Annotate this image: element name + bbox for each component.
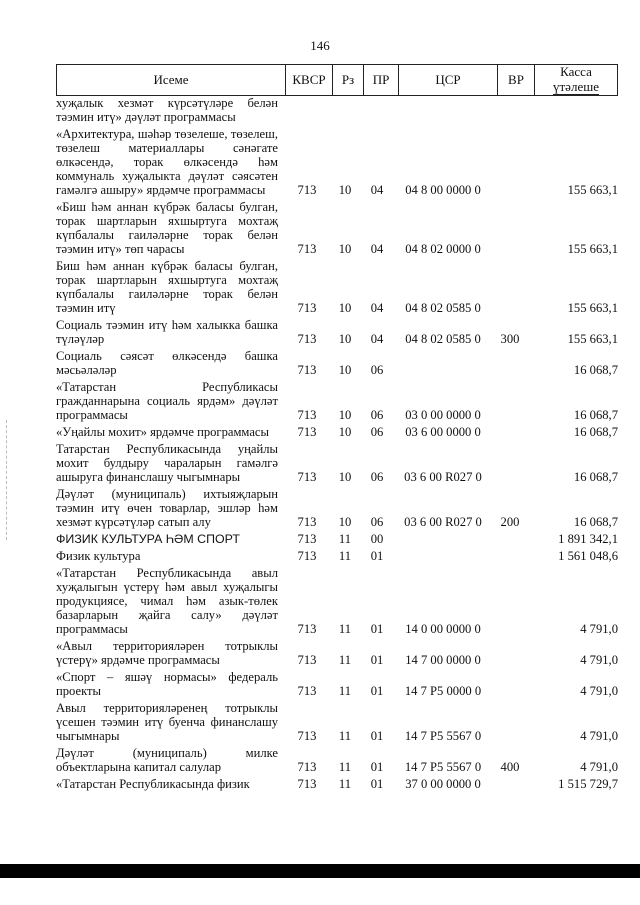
cell-pr: 00 <box>370 532 384 546</box>
cell-csr: 14 7 P5 0000 0 <box>404 684 482 698</box>
cell-csr: 14 7 00 0000 0 <box>405 653 481 667</box>
cell-csr: 37 0 00 0000 0 <box>405 777 481 791</box>
table-row <box>56 425 618 439</box>
table-row <box>56 549 618 563</box>
cell-sum: 4 791,0 <box>580 760 618 774</box>
table-row <box>56 777 618 791</box>
table-row <box>56 318 618 346</box>
cell-name: «Уңайлы мохит» ярдәмче программасы <box>56 425 269 439</box>
cell-pr: 01 <box>370 760 384 774</box>
cell-rz: 10 <box>338 470 352 484</box>
cell-rz: 11 <box>338 532 352 546</box>
header-sum <box>535 65 617 95</box>
cell-kvsr: 713 <box>297 242 317 256</box>
table-row <box>56 442 618 484</box>
cell-kvsr: 713 <box>297 760 317 774</box>
cell-pr: 01 <box>370 729 384 743</box>
cell-pr: 01 <box>370 653 384 667</box>
cell-pr: 04 <box>370 242 384 256</box>
cell-name: Татарстан Республикасында уңайлы мохит булдыру чараларын гамәлгә ашыруга финанслашу чыгымнары <box>56 442 278 484</box>
cell-name: Биш һәм аннан күбрәк баласы булган, торак шартларын яхшыртуга мохтаҗ күпбалалы гаиләләрне торак белән тәэмин итү <box>56 259 278 315</box>
cell-kvsr: 713 <box>297 332 317 346</box>
cell-kvsr: 713 <box>297 777 317 791</box>
cell-pr: 06 <box>370 515 384 529</box>
cell-pr: 06 <box>370 425 384 439</box>
header-vr: ВР <box>498 65 535 95</box>
cell-sum: 155 663,1 <box>567 242 618 256</box>
cell-rz: 11 <box>338 653 352 667</box>
cell-sum: 1 515 729,7 <box>558 777 618 791</box>
cell-csr: 03 6 00 R027 0 <box>404 515 482 529</box>
table-row <box>56 200 618 256</box>
header-csr: ЦСР <box>399 65 498 95</box>
cell-sum: 16 068,7 <box>573 425 618 439</box>
cell-pr: 06 <box>370 363 384 377</box>
header-kvsr: КВСР <box>286 65 333 95</box>
cell-name: Социаль тәэмин итү һәм халыкка башка түләүләр <box>56 318 278 346</box>
cell-rz: 11 <box>338 760 352 774</box>
header-name: Исеме <box>57 65 286 95</box>
table-row <box>56 746 618 774</box>
cell-rz: 10 <box>338 363 352 377</box>
cell-name: хуҗалык хезмәт күрсәтүләре белән тәэмин итү» дәүләт программасы <box>56 96 278 124</box>
cell-pr: 06 <box>370 408 384 422</box>
table-row <box>56 96 618 124</box>
cell-rz: 10 <box>338 425 352 439</box>
cell-pr: 04 <box>370 183 384 197</box>
cell-kvsr: 713 <box>297 684 317 698</box>
cell-csr: 03 6 00 0000 0 <box>405 425 481 439</box>
cell-kvsr: 713 <box>297 408 317 422</box>
cell-sum: 16 068,7 <box>573 515 618 529</box>
scan-bottom-bar <box>0 864 640 878</box>
cell-kvsr: 713 <box>297 470 317 484</box>
table-header <box>56 64 618 96</box>
cell-rz: 10 <box>338 301 352 315</box>
table-row <box>56 380 618 422</box>
cell-name: «Биш һәм аннан күбрәк баласы булган, торак шартларын яхшыртуга мохтаҗ күпбалалы гаиләләрне торак белән тәэмин итү» төп чарасы <box>56 200 278 256</box>
cell-rz: 11 <box>338 777 352 791</box>
table-body <box>56 96 618 794</box>
cell-rz: 10 <box>338 183 352 197</box>
cell-kvsr: 713 <box>297 363 317 377</box>
cell-kvsr: 713 <box>297 549 317 563</box>
table-row <box>56 639 618 667</box>
cell-csr: 03 0 00 0000 0 <box>405 408 481 422</box>
cell-pr: 01 <box>370 777 384 791</box>
cell-sum: 155 663,1 <box>567 301 618 315</box>
cell-kvsr: 713 <box>297 183 317 197</box>
cell-kvsr: 713 <box>297 622 317 636</box>
table-row <box>56 532 618 546</box>
cell-name: «Архитектура, шәһәр төзелеше, төзелеш, төзелеш материаллары сәнәгате өлкәсендә, торак өлкәсендә һәм коммуналь хуҗалыкта дәүләт сәясәтен гамәлгә ашыру» ярдәмче программасы <box>56 127 278 197</box>
cell-csr: 04 8 00 0000 0 <box>405 183 481 197</box>
cell-rz: 11 <box>338 684 352 698</box>
cell-name: ФИЗИК КУЛЬТУРА ҺӘМ СПОРТ <box>56 532 240 546</box>
cell-rz: 10 <box>338 242 352 256</box>
cell-kvsr: 713 <box>297 425 317 439</box>
cell-rz: 10 <box>338 332 352 346</box>
table-row <box>56 349 618 377</box>
cell-csr: 14 0 00 0000 0 <box>405 622 481 636</box>
cell-kvsr: 713 <box>297 729 317 743</box>
cell-kvsr: 713 <box>297 653 317 667</box>
cell-rz: 11 <box>338 622 352 636</box>
cell-pr: 01 <box>370 549 384 563</box>
cell-sum: 1 891 342,1 <box>558 532 618 546</box>
cell-name: Авыл территорияләренең тотрыклы үсешен тәэмин итү буенча финанслашу чыгымнары <box>56 701 278 743</box>
cell-pr: 04 <box>370 332 384 346</box>
cell-sum: 16 068,7 <box>573 408 618 422</box>
header-rz: Рз <box>333 65 364 95</box>
cell-sum: 4 791,0 <box>580 684 618 698</box>
cell-rz: 11 <box>338 549 352 563</box>
cell-rz: 10 <box>338 515 352 529</box>
cell-sum: 4 791,0 <box>580 653 618 667</box>
cell-pr: 01 <box>370 684 384 698</box>
cell-rz: 11 <box>338 729 352 743</box>
header-sum-line1: Касса <box>560 64 592 80</box>
cell-vr: 400 <box>500 760 520 774</box>
cell-name: «Спорт – яшәү нормасы» федераль проекты <box>56 670 278 698</box>
cell-sum: 1 561 048,6 <box>558 549 618 563</box>
cell-rz: 10 <box>338 408 352 422</box>
cell-sum: 16 068,7 <box>573 470 618 484</box>
cell-csr: 04 8 02 0000 0 <box>405 242 481 256</box>
cell-pr: 01 <box>370 622 384 636</box>
page-number: 146 <box>310 38 330 53</box>
cell-name: «Татарстан Республикасында физик <box>56 777 250 791</box>
table-row <box>56 259 618 315</box>
cell-name: Социаль сәясәт өлкәсендә башка мәсьәләләр <box>56 349 278 377</box>
cell-name: «Татарстан Республикасы гражданнарына социаль ярдәм» дәүләт программасы <box>56 380 278 422</box>
scan-margin-mark <box>6 420 8 540</box>
cell-pr: 06 <box>370 470 384 484</box>
table-row <box>56 670 618 698</box>
cell-name: Дәүләт (муниципаль) милке объектларына капитал салулар <box>56 746 278 774</box>
table-row <box>56 487 618 529</box>
header-pr: ПР <box>364 65 399 95</box>
cell-sum: 155 663,1 <box>567 183 618 197</box>
cell-csr: 04 8 02 0585 0 <box>405 301 481 315</box>
cell-name: Физик культура <box>56 549 141 563</box>
cell-sum: 4 791,0 <box>580 622 618 636</box>
cell-vr: 200 <box>500 515 520 529</box>
cell-sum: 4 791,0 <box>580 729 618 743</box>
cell-kvsr: 713 <box>297 301 317 315</box>
cell-sum: 155 663,1 <box>567 332 618 346</box>
cell-csr: 14 7 P5 5567 0 <box>404 729 482 743</box>
table-row <box>56 127 618 197</box>
cell-kvsr: 713 <box>297 532 317 546</box>
cell-pr: 04 <box>370 301 384 315</box>
cell-csr: 04 8 02 0585 0 <box>405 332 481 346</box>
cell-csr: 03 6 00 R027 0 <box>404 470 482 484</box>
table-row <box>56 701 618 743</box>
cell-vr: 300 <box>500 332 520 346</box>
cell-csr: 14 7 P5 5567 0 <box>404 760 482 774</box>
cell-name: «Авыл территорияләрен тотрыклы үстерү» ярдәмче программасы <box>56 639 278 667</box>
cell-name: Дәүләт (муниципаль) ихтыяҗларын тәэмин итү өчен товарлар, эшләр һәм хезмәт күрсәтүләр сатып алу <box>56 487 278 529</box>
cell-name: «Татарстан Республикасында авыл хуҗалыгын үстерү һәм авыл хуҗалыгы продукциясе, чимал һәм азык-төлек базарларын җайга салу» дәүләт программасы <box>56 566 278 636</box>
header-sum-line2: үтәлеше <box>553 78 599 94</box>
cell-kvsr: 713 <box>297 515 317 529</box>
cell-sum: 16 068,7 <box>573 363 618 377</box>
table-row <box>56 566 618 636</box>
